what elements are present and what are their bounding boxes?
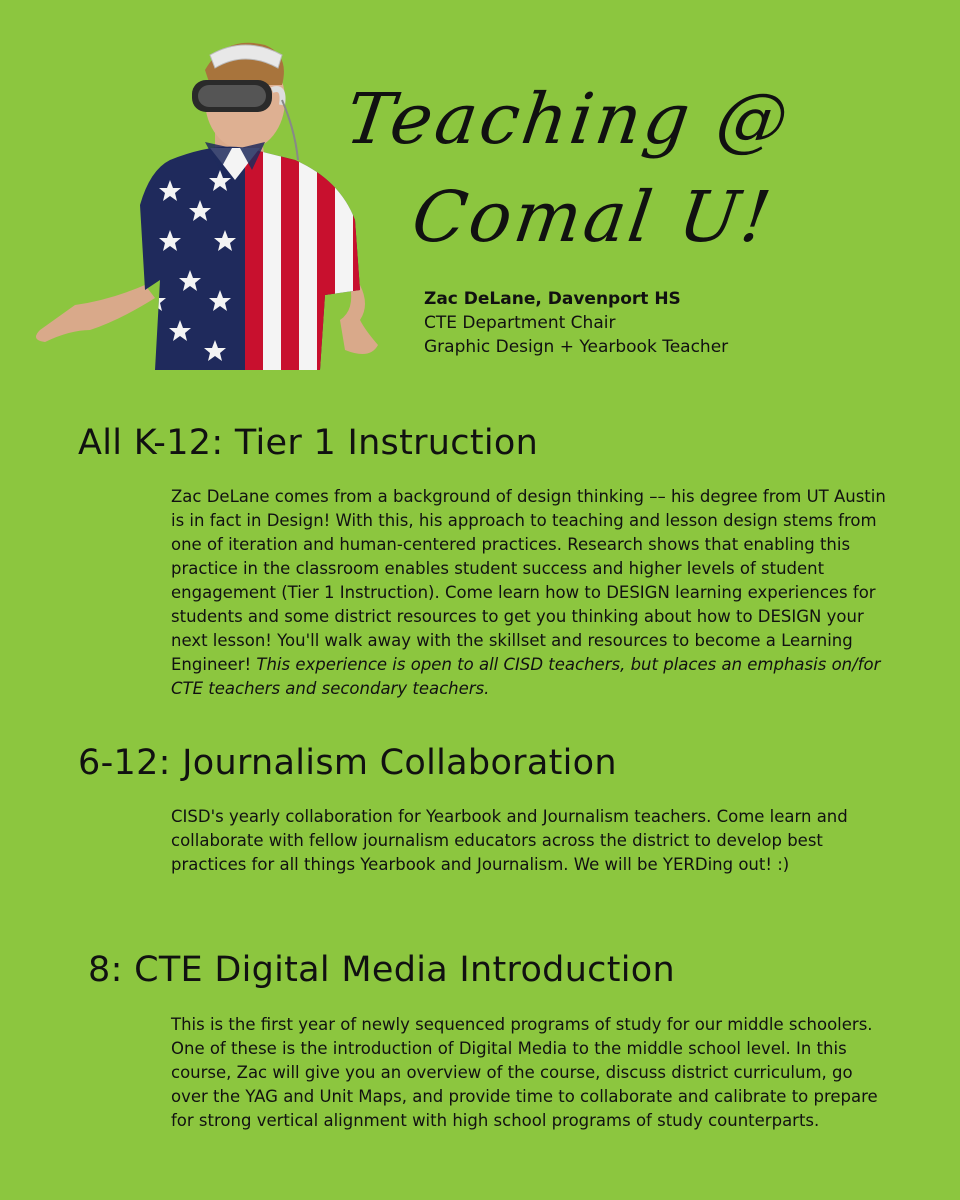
title-line-1: Teaching @ [341,78,796,160]
session-2-title: 6-12: Journalism Collaboration [78,743,617,783]
title-line-2: Comal U! [407,176,779,258]
presenter-role: CTE Department Chair [424,313,616,333]
presenter-name: Zac DeLane, Davenport HS [424,289,681,309]
session-2-description: CISD's yearly collaboration for Yearbook and Journalism teachers. Come learn and collaborate with fellow journalism educators across the district to develop best practices for all things Yearbook and Journalism. We will be YERDing out! :) [171,807,848,874]
presenter-subjects: Graphic Design + Yearbook Teacher [424,337,729,357]
session-1-description [171,485,886,701]
session-3-description: This is the first year of newly sequenced programs of study for our middle schoolers. One of these is the introduction of Digital Media to the middle school level. In this course, Zac will give you an overview of the course, discuss district curriculum, go over the YAG and Unit Maps, and provide time to collaborate and calibrate to prepare for strong vertical alignment with high school programs of study counterparts. [171,1015,878,1130]
session-1-body: Zac DeLane comes from a background of design thinking –– his degree from UT Austin is in fact in Design! With this, his approach to teaching and lesson design stems from one of iteration and human-centered practices. Research shows that enabling this practice in the classroom enables student success and higher levels of student engagement (Tier 1 Instruction). Come learn how to DESIGN learning experiences for students and some district resources to get you thinking about how to DESIGN your next lesson! You'll walk away with the skillset and resources to become a Learning Engineer! [171,487,886,674]
event-title [326,70,954,266]
session-1-body-italic: This experience is open to all CISD teachers, but places an emphasis on/for CTE teachers and secondary teachers. [171,655,881,698]
session-3-title: 8: CTE Digital Media Introduction [88,950,675,990]
session-1-title: All K-12: Tier 1 Instruction [78,423,539,463]
presenter-credits [424,287,728,359]
